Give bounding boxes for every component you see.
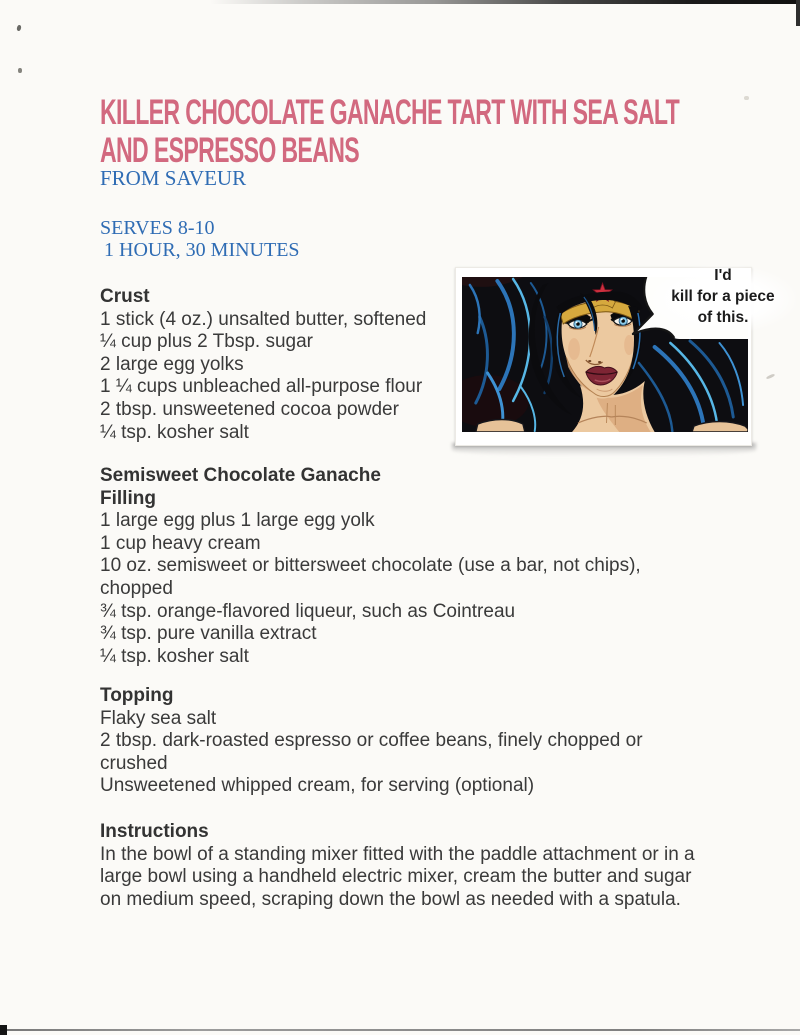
scan-artifact-corner-mark (0, 1025, 7, 1035)
page-title (100, 94, 800, 170)
ingredient-line: 2 tbsp. dark-roasted espresso or coffee beans, finely chopped or (100, 730, 643, 752)
ingredient-line: 2 tbsp. unsweetened cocoa powder (100, 398, 399, 420)
speech-line: I'd (714, 267, 732, 284)
section-heading: Semisweet Chocolate Ganache (100, 465, 381, 486)
paper-speck (16, 25, 21, 32)
speech-bubble (650, 265, 796, 333)
section-heading: Crust (100, 286, 150, 307)
speech-line: kill for a piece (671, 288, 775, 305)
section-instructions (100, 821, 695, 911)
ingredient-line: 1 cup heavy cream (100, 532, 261, 554)
instruction-line: In the bowl of a standing mixer fitted with the paddle attachment or in a (100, 843, 695, 865)
recipe-source: FROM SAVEUR (100, 166, 247, 190)
ingredient-line: 2 large egg yolks (100, 353, 244, 375)
section-filling (100, 465, 641, 668)
ingredient-line: 1 large egg plus 1 large egg yolk (100, 510, 375, 532)
ingredient-line: 10 oz. semisweet or bittersweet chocolate (use a bar, not chips), (100, 555, 641, 577)
scan-artifact-top-edge (210, 0, 800, 4)
ingredient-line: 1 ¼ cups unbleached all-purpose flour (100, 376, 423, 398)
time-line: 1 HOUR, 30 MINUTES (104, 239, 300, 261)
ingredient-line: 1 stick (4 oz.) unsalted butter, softened (100, 308, 427, 330)
scan-artifact-bottom-edge (0, 1029, 800, 1031)
ingredient-line: chopped (100, 577, 173, 599)
ingredient-line: Unsweetened whipped cream, for serving (optional) (100, 775, 535, 797)
section-heading: Instructions (100, 821, 209, 842)
section-crust (100, 286, 426, 444)
speech-line: of this. (697, 309, 749, 326)
ingredient-line: Flaky sea salt (100, 707, 217, 729)
ingredient-line: ¾ tsp. pure vanilla extract (100, 623, 317, 645)
ingredient-line: ¾ tsp. orange-flavored liqueur, such as Cointreau (100, 600, 516, 622)
page-title-line1: KILLER CHOCOLATE GANACHE TART WITH SEA SALT (100, 93, 680, 132)
ingredient-line: ¼ tsp. kosher salt (100, 645, 249, 667)
serves-line: SERVES 8-10 (100, 217, 215, 239)
ingredient-line: crushed (100, 752, 168, 774)
ingredient-line: ¼ tsp. kosher salt (100, 421, 249, 443)
instruction-line: on medium speed, scraping down the bowl as needed with a spatula. (100, 888, 681, 910)
instruction-line: large bowl using a handheld electric mixer, cream the butter and sugar (100, 866, 692, 888)
scan-artifact-right-edge (796, 0, 800, 26)
section-heading: Filling (100, 487, 156, 509)
section-heading: Topping (100, 685, 174, 706)
paper-speck (766, 373, 775, 379)
section-topping (100, 685, 643, 798)
paper-speck (18, 68, 22, 73)
ingredient-line: ¼ cup plus 2 Tbsp. sugar (100, 331, 313, 353)
page-title-line2: AND ESPRESSO BEANS (100, 131, 359, 170)
